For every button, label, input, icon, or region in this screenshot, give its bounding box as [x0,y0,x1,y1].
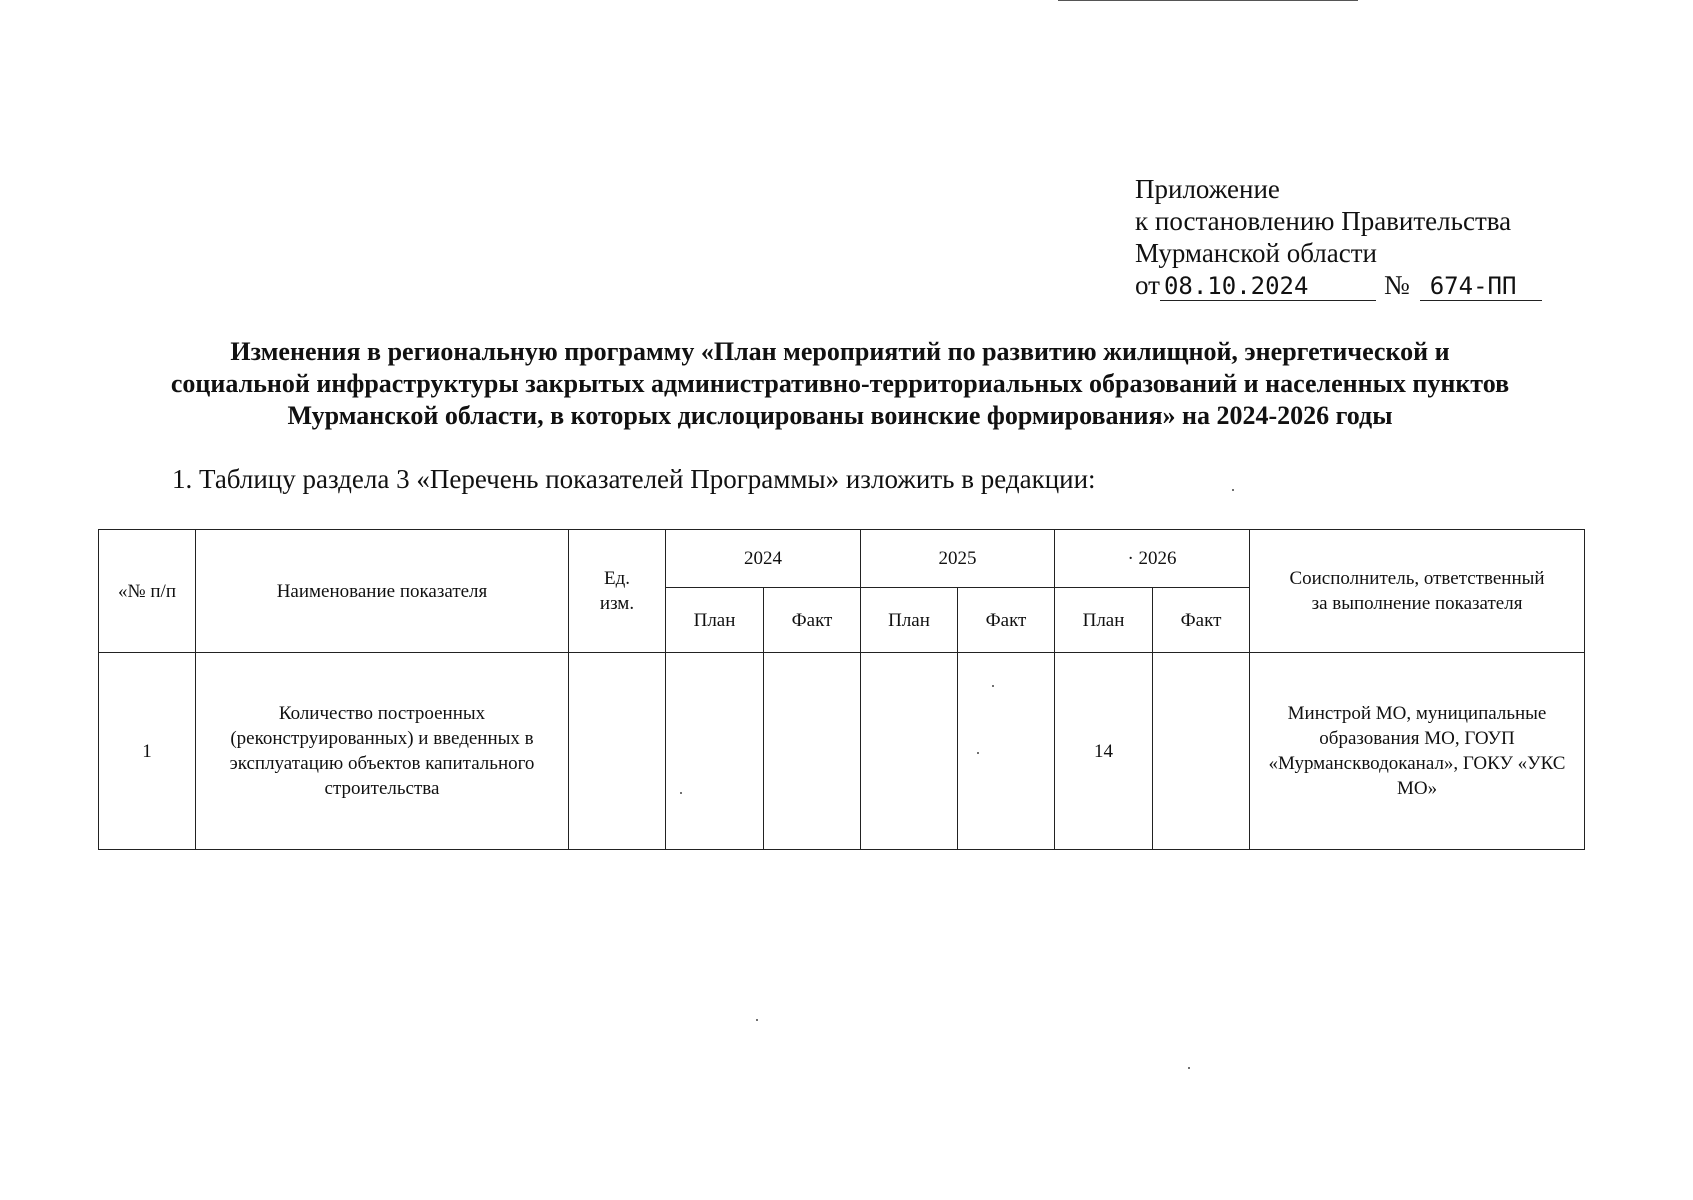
header-year-2025: 2025 [861,530,1055,588]
table-row [99,653,1585,850]
header-responsible [1250,530,1585,653]
indicators-table [98,529,1585,850]
header-unit [569,530,666,653]
instruction-paragraph: 1. Таблицу раздела 3 «Перечень показателей Программы» изложить в редакции: [172,464,1096,494]
header-year-2026: · 2026 [1055,530,1250,588]
cell-fact-2026 [1153,653,1250,850]
header-responsible-line-2: за выполнение показателя [1311,593,1523,614]
cell-unit [569,653,666,850]
appendix-title: Приложение [1135,174,1280,204]
date-prefix: от [1135,270,1160,300]
header-plan-2024: План [666,588,764,653]
scan-speck [1188,1067,1190,1069]
header-responsible-line-1: Соисполнитель, ответственный [1289,568,1545,589]
appendix-region: Мурманской области [1135,238,1377,268]
resolution-number: 674-ПП [1420,272,1542,301]
top-edge-line [1058,0,1358,1]
header-indicator-name: Наименование показателя [196,530,569,653]
cell-fact-2024 [764,653,861,850]
number-sign: № [1383,270,1410,300]
title-line-2: социальной инфраструктуры закрытых административно-территориальных образований и населенных пунктов [170,369,1510,398]
header-plan-2025: План [861,588,958,653]
scan-speck [977,752,979,754]
header-unit-line-1: Ед. [603,568,631,589]
cell-responsible: Минстрой МО, муниципальные образования МО, ГОУП «Мурманскводоканал», ГОКУ «УКС МО» [1250,653,1585,850]
header-fact-2026: Факт [1153,588,1250,653]
appendix-date-line [1135,269,1542,301]
cell-number: 1 [99,653,196,850]
resolution-date: 08.10.2024 [1160,272,1376,301]
header-year-2024: 2024 [666,530,861,588]
header-fact-2025: Факт [958,588,1055,653]
cell-plan-2025 [861,653,958,850]
cell-plan-2024 [666,653,764,850]
title-line-1: Изменения в региональную программу «План мероприятий по развитию жилищной, энергетической и [230,337,1450,366]
scan-speck [756,1019,758,1021]
cell-fact-2025 [958,653,1055,850]
header-unit-line-2: изм. [599,593,635,614]
appendix-block [1135,173,1542,301]
scan-speck [680,792,682,794]
document-title [60,336,1620,432]
cell-indicator-name: Количество построенных (реконструированных) и введенных в эксплуатацию объектов капитального строительства [196,653,569,850]
header-row-years [99,530,1585,588]
scan-speck [1232,489,1234,491]
header-number: «№ п/п [99,530,196,653]
title-line-3: Мурманской области, в которых дислоцированы воинские формирования» на 2024-2026 годы [287,401,1393,430]
header-plan-2026: План [1055,588,1153,653]
header-fact-2024: Факт [764,588,861,653]
cell-plan-2026: 14 [1055,653,1153,850]
scan-speck [992,685,994,687]
appendix-resolution: к постановлению Правительства [1135,206,1512,236]
